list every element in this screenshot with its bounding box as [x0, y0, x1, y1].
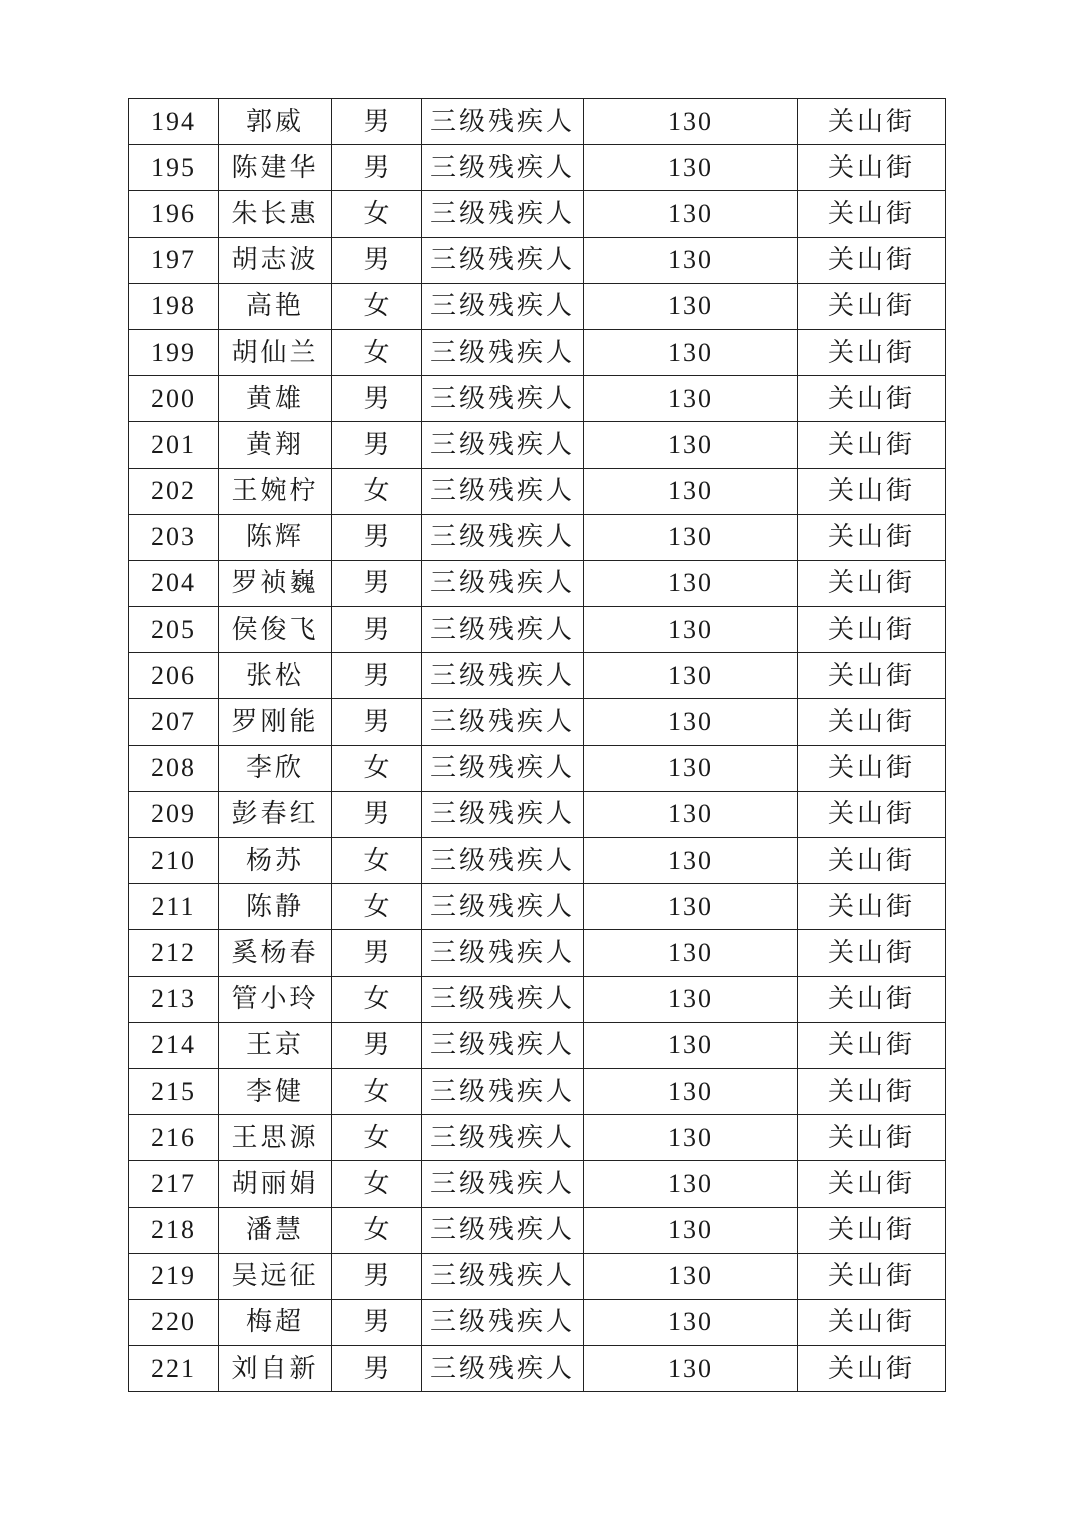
disability-level-cell: 三级残疾人 — [422, 376, 584, 422]
amount-cell: 130 — [584, 791, 798, 837]
disability-level-cell: 三级残疾人 — [422, 884, 584, 930]
street-cell: 关山街 — [798, 422, 946, 468]
table-row — [129, 283, 946, 329]
disability-level-cell: 三级残疾人 — [422, 653, 584, 699]
serial-number-cell: 202 — [129, 468, 219, 514]
street-cell: 关山街 — [798, 1022, 946, 1068]
street-cell: 关山街 — [798, 283, 946, 329]
serial-number-cell: 206 — [129, 653, 219, 699]
street-cell: 关山街 — [798, 99, 946, 145]
gender-cell: 男 — [332, 607, 422, 653]
serial-number-cell: 200 — [129, 376, 219, 422]
amount-cell: 130 — [584, 1299, 798, 1345]
amount-cell: 130 — [584, 422, 798, 468]
serial-number-cell: 199 — [129, 329, 219, 375]
serial-number-cell: 220 — [129, 1299, 219, 1345]
name-cell: 管小玲 — [219, 976, 332, 1022]
street-cell: 关山街 — [798, 930, 946, 976]
table-row — [129, 745, 946, 791]
gender-cell: 男 — [332, 1299, 422, 1345]
table-row — [129, 99, 946, 145]
disability-level-cell: 三级残疾人 — [422, 1161, 584, 1207]
gender-cell: 男 — [332, 699, 422, 745]
table-row — [129, 191, 946, 237]
amount-cell: 130 — [584, 745, 798, 791]
gender-cell: 男 — [332, 1253, 422, 1299]
name-cell: 吴远征 — [219, 1253, 332, 1299]
amount-cell: 130 — [584, 99, 798, 145]
street-cell: 关山街 — [798, 514, 946, 560]
name-cell: 梅超 — [219, 1299, 332, 1345]
street-cell: 关山街 — [798, 838, 946, 884]
amount-cell: 130 — [584, 1207, 798, 1253]
name-cell: 刘自新 — [219, 1346, 332, 1392]
name-cell: 黄翔 — [219, 422, 332, 468]
street-cell: 关山街 — [798, 976, 946, 1022]
gender-cell: 女 — [332, 191, 422, 237]
amount-cell: 130 — [584, 514, 798, 560]
amount-cell: 130 — [584, 191, 798, 237]
name-cell: 杨苏 — [219, 838, 332, 884]
name-cell: 陈静 — [219, 884, 332, 930]
serial-number-cell: 198 — [129, 283, 219, 329]
gender-cell: 女 — [332, 884, 422, 930]
disability-level-cell: 三级残疾人 — [422, 99, 584, 145]
amount-cell: 130 — [584, 1161, 798, 1207]
disability-level-cell: 三级残疾人 — [422, 560, 584, 606]
disability-level-cell: 三级残疾人 — [422, 145, 584, 191]
street-cell: 关山街 — [798, 1207, 946, 1253]
amount-cell: 130 — [584, 653, 798, 699]
gender-cell: 男 — [332, 930, 422, 976]
table-row — [129, 1022, 946, 1068]
table-row — [129, 1253, 946, 1299]
gender-cell: 男 — [332, 1022, 422, 1068]
name-cell: 罗刚能 — [219, 699, 332, 745]
roster-table-body — [129, 99, 946, 1392]
name-cell: 侯俊飞 — [219, 607, 332, 653]
amount-cell: 130 — [584, 976, 798, 1022]
serial-number-cell: 218 — [129, 1207, 219, 1253]
serial-number-cell: 212 — [129, 930, 219, 976]
street-cell: 关山街 — [798, 1068, 946, 1114]
gender-cell: 男 — [332, 653, 422, 699]
disability-level-cell: 三级残疾人 — [422, 607, 584, 653]
street-cell: 关山街 — [798, 560, 946, 606]
name-cell: 朱长惠 — [219, 191, 332, 237]
amount-cell: 130 — [584, 699, 798, 745]
name-cell: 陈建华 — [219, 145, 332, 191]
amount-cell: 130 — [584, 884, 798, 930]
amount-cell: 130 — [584, 607, 798, 653]
amount-cell: 130 — [584, 283, 798, 329]
street-cell: 关山街 — [798, 653, 946, 699]
disability-level-cell: 三级残疾人 — [422, 514, 584, 560]
street-cell: 关山街 — [798, 468, 946, 514]
street-cell: 关山街 — [798, 791, 946, 837]
disability-level-cell: 三级残疾人 — [422, 1115, 584, 1161]
amount-cell: 130 — [584, 1253, 798, 1299]
amount-cell: 130 — [584, 329, 798, 375]
disability-level-cell: 三级残疾人 — [422, 699, 584, 745]
disability-level-cell: 三级残疾人 — [422, 1022, 584, 1068]
table-row — [129, 930, 946, 976]
table-row — [129, 1299, 946, 1345]
name-cell: 潘慧 — [219, 1207, 332, 1253]
street-cell: 关山街 — [798, 699, 946, 745]
table-row — [129, 976, 946, 1022]
street-cell: 关山街 — [798, 1115, 946, 1161]
disability-level-cell: 三级残疾人 — [422, 1068, 584, 1114]
name-cell: 高艳 — [219, 283, 332, 329]
serial-number-cell: 210 — [129, 838, 219, 884]
street-cell: 关山街 — [798, 745, 946, 791]
gender-cell: 女 — [332, 976, 422, 1022]
roster-table — [128, 98, 946, 1392]
amount-cell: 130 — [584, 930, 798, 976]
table-row — [129, 376, 946, 422]
street-cell: 关山街 — [798, 884, 946, 930]
name-cell: 陈辉 — [219, 514, 332, 560]
disability-level-cell: 三级残疾人 — [422, 1207, 584, 1253]
serial-number-cell: 214 — [129, 1022, 219, 1068]
gender-cell: 女 — [332, 745, 422, 791]
amount-cell: 130 — [584, 1068, 798, 1114]
name-cell: 王思源 — [219, 1115, 332, 1161]
serial-number-cell: 216 — [129, 1115, 219, 1161]
serial-number-cell: 205 — [129, 607, 219, 653]
street-cell: 关山街 — [798, 1299, 946, 1345]
name-cell: 黄雄 — [219, 376, 332, 422]
table-row — [129, 699, 946, 745]
street-cell: 关山街 — [798, 1346, 946, 1392]
table-row — [129, 607, 946, 653]
name-cell: 胡仙兰 — [219, 329, 332, 375]
serial-number-cell: 211 — [129, 884, 219, 930]
disability-level-cell: 三级残疾人 — [422, 976, 584, 1022]
serial-number-cell: 195 — [129, 145, 219, 191]
gender-cell: 男 — [332, 791, 422, 837]
gender-cell: 女 — [332, 468, 422, 514]
table-row — [129, 1346, 946, 1392]
gender-cell: 女 — [332, 1161, 422, 1207]
gender-cell: 男 — [332, 514, 422, 560]
serial-number-cell: 204 — [129, 560, 219, 606]
disability-level-cell: 三级残疾人 — [422, 930, 584, 976]
disability-level-cell: 三级残疾人 — [422, 283, 584, 329]
street-cell: 关山街 — [798, 1161, 946, 1207]
name-cell: 张松 — [219, 653, 332, 699]
gender-cell: 男 — [332, 422, 422, 468]
amount-cell: 130 — [584, 838, 798, 884]
serial-number-cell: 196 — [129, 191, 219, 237]
gender-cell: 女 — [332, 329, 422, 375]
name-cell: 王婉柠 — [219, 468, 332, 514]
amount-cell: 130 — [584, 1115, 798, 1161]
table-row — [129, 468, 946, 514]
street-cell: 关山街 — [798, 237, 946, 283]
street-cell: 关山街 — [798, 329, 946, 375]
street-cell: 关山街 — [798, 145, 946, 191]
table-row — [129, 514, 946, 560]
table-row — [129, 237, 946, 283]
table-row — [129, 422, 946, 468]
name-cell: 胡志波 — [219, 237, 332, 283]
name-cell: 胡丽娟 — [219, 1161, 332, 1207]
gender-cell: 男 — [332, 145, 422, 191]
street-cell: 关山街 — [798, 191, 946, 237]
amount-cell: 130 — [584, 237, 798, 283]
serial-number-cell: 215 — [129, 1068, 219, 1114]
table-row — [129, 884, 946, 930]
table-row — [129, 560, 946, 606]
serial-number-cell: 207 — [129, 699, 219, 745]
serial-number-cell: 219 — [129, 1253, 219, 1299]
amount-cell: 130 — [584, 1022, 798, 1068]
disability-level-cell: 三级残疾人 — [422, 791, 584, 837]
street-cell: 关山街 — [798, 607, 946, 653]
gender-cell: 女 — [332, 283, 422, 329]
table-row — [129, 791, 946, 837]
disability-level-cell: 三级残疾人 — [422, 1346, 584, 1392]
gender-cell: 男 — [332, 237, 422, 283]
name-cell: 李欣 — [219, 745, 332, 791]
gender-cell: 男 — [332, 1346, 422, 1392]
amount-cell: 130 — [584, 145, 798, 191]
amount-cell: 130 — [584, 1346, 798, 1392]
table-row — [129, 653, 946, 699]
serial-number-cell: 201 — [129, 422, 219, 468]
disability-level-cell: 三级残疾人 — [422, 468, 584, 514]
table-row — [129, 329, 946, 375]
disability-level-cell: 三级残疾人 — [422, 422, 584, 468]
table-row — [129, 145, 946, 191]
gender-cell: 女 — [332, 1068, 422, 1114]
gender-cell: 男 — [332, 376, 422, 422]
gender-cell: 女 — [332, 1115, 422, 1161]
disability-level-cell: 三级残疾人 — [422, 1299, 584, 1345]
disability-level-cell: 三级残疾人 — [422, 237, 584, 283]
table-row — [129, 1115, 946, 1161]
name-cell: 彭春红 — [219, 791, 332, 837]
amount-cell: 130 — [584, 468, 798, 514]
disability-level-cell: 三级残疾人 — [422, 191, 584, 237]
gender-cell: 女 — [332, 1207, 422, 1253]
gender-cell: 女 — [332, 838, 422, 884]
serial-number-cell: 194 — [129, 99, 219, 145]
amount-cell: 130 — [584, 560, 798, 606]
name-cell: 郭威 — [219, 99, 332, 145]
serial-number-cell: 213 — [129, 976, 219, 1022]
table-row — [129, 838, 946, 884]
disability-level-cell: 三级残疾人 — [422, 329, 584, 375]
serial-number-cell: 203 — [129, 514, 219, 560]
disability-level-cell: 三级残疾人 — [422, 1253, 584, 1299]
disability-level-cell: 三级残疾人 — [422, 838, 584, 884]
table-row — [129, 1207, 946, 1253]
gender-cell: 男 — [332, 560, 422, 606]
name-cell: 王京 — [219, 1022, 332, 1068]
gender-cell: 男 — [332, 99, 422, 145]
disability-level-cell: 三级残疾人 — [422, 745, 584, 791]
serial-number-cell: 209 — [129, 791, 219, 837]
serial-number-cell: 221 — [129, 1346, 219, 1392]
table-row — [129, 1161, 946, 1207]
street-cell: 关山街 — [798, 1253, 946, 1299]
street-cell: 关山街 — [798, 376, 946, 422]
serial-number-cell: 208 — [129, 745, 219, 791]
name-cell: 奚杨春 — [219, 930, 332, 976]
table-row — [129, 1068, 946, 1114]
name-cell: 李健 — [219, 1068, 332, 1114]
name-cell: 罗祯巍 — [219, 560, 332, 606]
serial-number-cell: 197 — [129, 237, 219, 283]
amount-cell: 130 — [584, 376, 798, 422]
serial-number-cell: 217 — [129, 1161, 219, 1207]
